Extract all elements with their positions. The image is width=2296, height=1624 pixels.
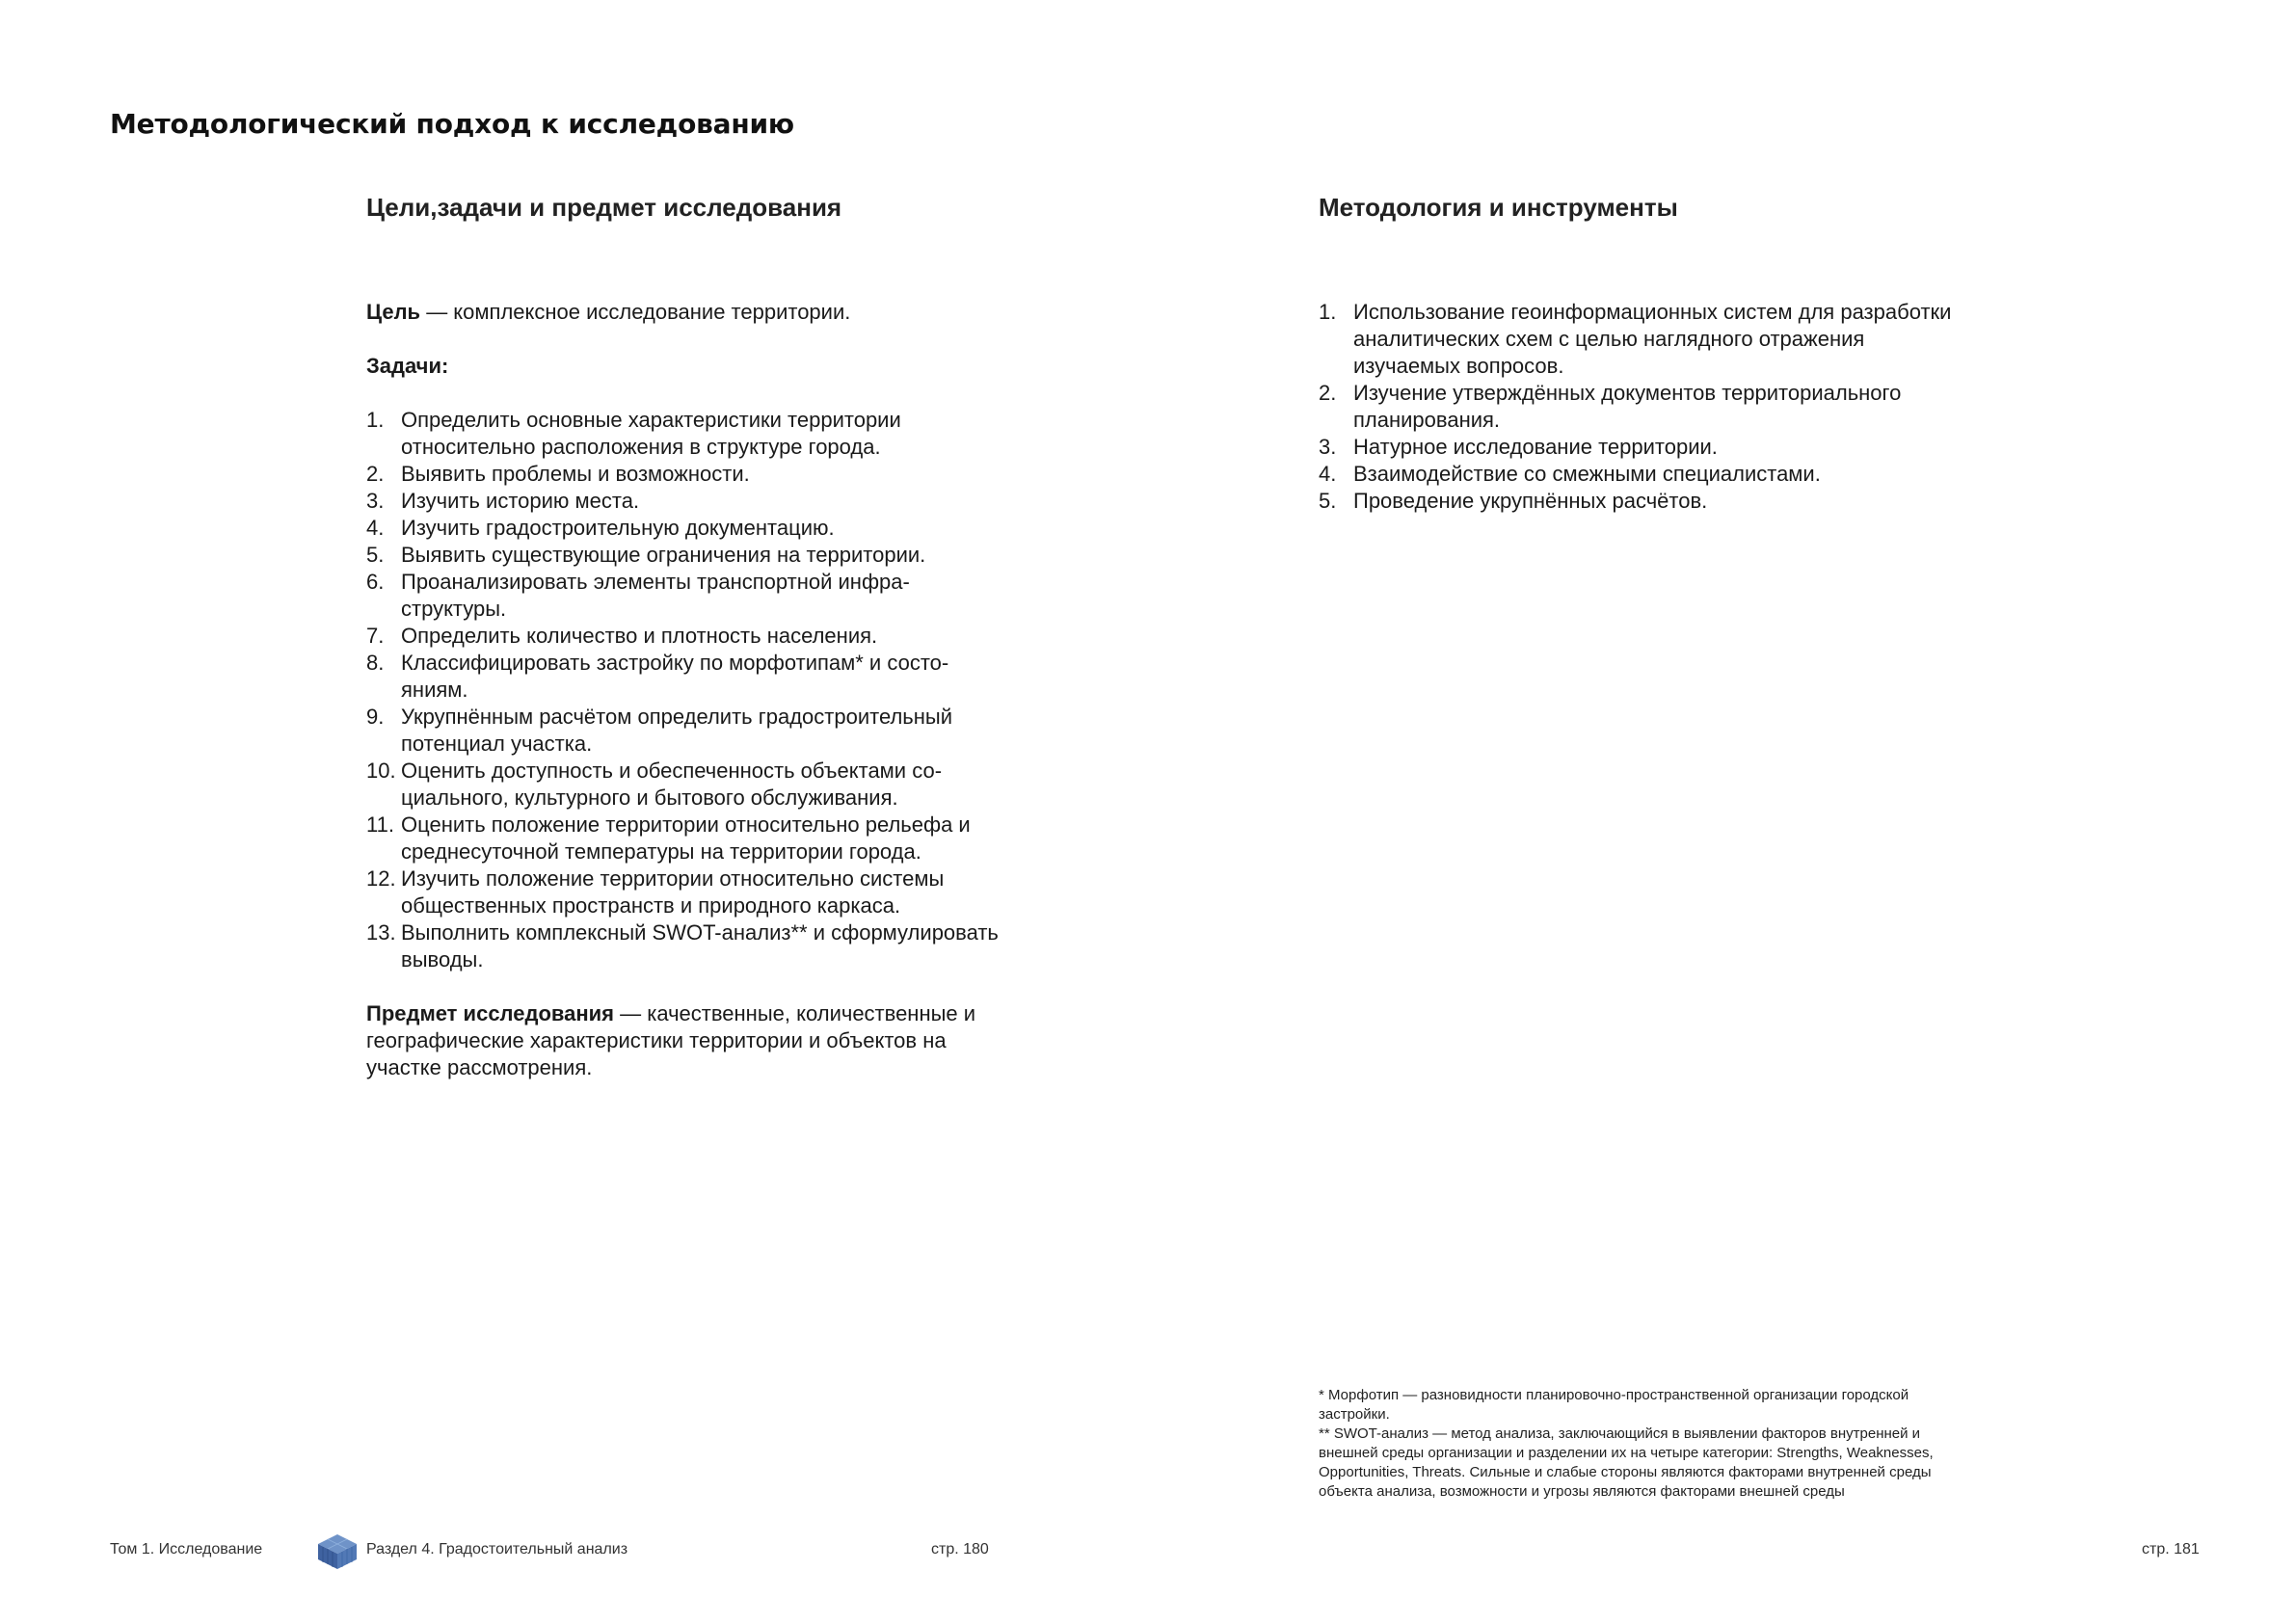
footer-volume: Том 1. Исследование xyxy=(110,1541,263,1557)
list-item-text: Использование геоинформационных систем для разработки аналитических схем с целью наглядного отражения изучаемых вопросов. xyxy=(1353,300,1952,378)
list-item xyxy=(366,542,1002,569)
methodology-heading: Методология и инструменты xyxy=(1319,193,1678,222)
list-item xyxy=(1319,380,1955,434)
list-item-text: Оценить положение территории относительно рельефа и среднесуточной температуры на территории города. xyxy=(401,812,971,864)
list-item-number: 7. xyxy=(366,624,385,648)
page-title: Методологический подход к исследованию xyxy=(110,108,794,140)
list-item-text: Изучить градостроительную документацию. xyxy=(401,516,835,540)
list-item-number: 12. xyxy=(366,866,396,891)
list-item-text: Укрупнённым расчётом определить градостроительный потенциал участка. xyxy=(401,705,953,756)
goals-column xyxy=(366,191,1002,1081)
list-item xyxy=(366,515,1002,542)
list-item xyxy=(366,650,1002,704)
list-item-number: 4. xyxy=(1319,462,1337,486)
list-item-number: 6. xyxy=(366,570,385,594)
goal-paragraph xyxy=(366,299,1002,326)
list-item-text: Оценить доступность и обеспеченность объектами социального, культурного и бытового обслуживания. xyxy=(401,759,943,810)
list-item xyxy=(366,488,1002,515)
list-item xyxy=(366,407,1002,461)
goals-heading: Цели,задачи и предмет исследования xyxy=(366,193,842,222)
list-item-number: 1. xyxy=(1319,300,1337,324)
list-item xyxy=(1319,488,1955,515)
list-item-number: 11. xyxy=(366,812,394,837)
footer-section: Раздел 4. Градостоительный анализ xyxy=(366,1541,628,1557)
list-item xyxy=(366,569,1002,623)
footer-page-number-right: стр. 181 xyxy=(2142,1541,2200,1557)
list-item-text: Изучение утверждённых документов территориального планирования. xyxy=(1353,381,1902,432)
list-item xyxy=(1319,434,1955,461)
list-item-number: 10. xyxy=(366,759,396,783)
list-item xyxy=(366,919,1002,973)
list-item-text: Определить основные характеристики территории относительно расположения в структуре города. xyxy=(401,408,901,459)
list-item xyxy=(366,704,1002,758)
subject-paragraph xyxy=(366,1000,983,1081)
list-item-number: 9. xyxy=(366,705,385,729)
subject-text: — качественные, количественные и географические характеристики территории и объектов на участке рассмотрения. xyxy=(366,1001,976,1079)
list-item-text: Изучить положение территории относительно системы общественных пространств и природного каркаса. xyxy=(401,866,945,918)
list-item-number: 8. xyxy=(366,651,385,675)
goal-text: — комплексное исследование территории. xyxy=(420,300,851,324)
footer-page-number-left: стр. 180 xyxy=(931,1541,989,1557)
list-item-number: 2. xyxy=(1319,381,1337,405)
list-item-text: Изучить историю места. xyxy=(401,489,640,513)
list-item-text: Проанализировать элементы транспортной инфраструктуры. xyxy=(401,570,910,621)
list-item-text: Выполнить комплексный SWOT-анализ** и сформулировать выводы. xyxy=(401,920,999,972)
list-item-text: Выявить проблемы и возможности. xyxy=(401,462,750,486)
list-item-text: Натурное исследование территории. xyxy=(1353,435,1718,459)
list-item xyxy=(366,758,1002,812)
list-item xyxy=(366,623,1002,650)
list-item-number: 4. xyxy=(366,516,385,540)
isometric-block-icon xyxy=(316,1532,359,1571)
list-item-text: Выявить существующие ограничения на территории. xyxy=(401,543,926,567)
footnote-swot: ** SWOT-анализ — метод анализа, заключающийся в выявлении факторов внутренней и внешней среды организации и разделении их на четыре категории: Strengths, Weaknesses, Opportunities, Threats. Сильные и слабые стороны являются факторами внутренней среды объекта анализа, возможности и угрозы являются факторами внешней среды xyxy=(1319,1425,1934,1500)
list-item-number: 3. xyxy=(366,489,385,513)
list-item-number: 2. xyxy=(366,462,385,486)
list-item xyxy=(366,461,1002,488)
methodology-column xyxy=(1319,191,1955,515)
tasks-list xyxy=(366,407,1002,973)
list-item xyxy=(366,812,1002,865)
footnote-morphotype: * Морфотип — разновидности планировочно-пространственной организации городской застройки. xyxy=(1319,1387,1909,1423)
list-item-text: Проведение укрупнённых расчётов. xyxy=(1353,489,1708,513)
list-item-text: Взаимодействие со смежными специалистами. xyxy=(1353,462,1821,486)
list-item-number: 3. xyxy=(1319,435,1337,459)
list-item xyxy=(366,865,1002,919)
tasks-heading: Задачи: xyxy=(366,354,449,378)
list-item xyxy=(1319,461,1955,488)
list-item-number: 5. xyxy=(1319,489,1337,513)
list-item-number: 5. xyxy=(366,543,385,567)
list-item-number: 13. xyxy=(366,920,396,945)
list-item-text: Классифицировать застройку по морфотипам* и состояниям. xyxy=(401,651,949,702)
list-item-number: 1. xyxy=(366,408,385,432)
subject-label: Предмет исследования xyxy=(366,1001,614,1025)
methodology-list xyxy=(1319,299,1955,515)
footnotes xyxy=(1319,1386,1955,1502)
list-item-text: Определить количество и плотность населения. xyxy=(401,624,878,648)
goal-label: Цель xyxy=(366,300,421,324)
list-item xyxy=(1319,299,1955,380)
